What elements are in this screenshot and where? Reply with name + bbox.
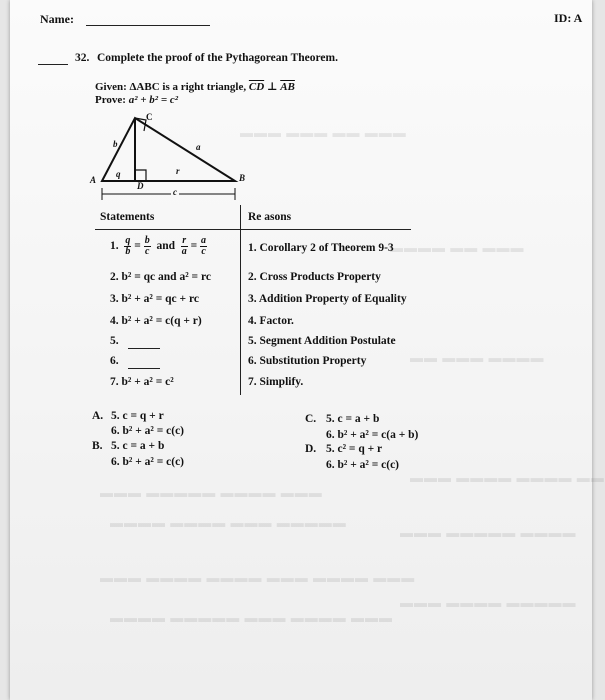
statements-header: Statements bbox=[100, 211, 155, 223]
bleed-through-text: ▬▬▬▬ ▬▬▬▬ ▬▬▬ ▬▬▬▬▬ bbox=[110, 515, 347, 530]
reason-row-3: 3. Addition Property of Equality bbox=[248, 293, 407, 305]
reason-row-1: 1. Corollary 2 of Theorem 9-3 bbox=[248, 242, 394, 254]
bleed-through-text: ▬▬▬ ▬▬▬▬▬ ▬▬▬▬ ▬▬▬ bbox=[100, 485, 323, 500]
worksheet-page bbox=[10, 0, 605, 700]
statement-row-2: 2. b² = qc and a² = rc bbox=[110, 271, 211, 283]
table-divider bbox=[240, 205, 241, 395]
statement-row-7: 7. b² + a² = c² bbox=[110, 376, 174, 388]
choice-c-step6: 6. b² + a² = c(a + b) bbox=[326, 429, 419, 441]
statement-5-blank[interactable] bbox=[128, 348, 160, 349]
statement-row-3: 3. b² + a² = qc + rc bbox=[110, 293, 199, 305]
prove-line: Prove: a² + b² = c² bbox=[95, 94, 179, 106]
label-b-vertex: B bbox=[239, 173, 246, 183]
bleed-through-text: ▬▬▬▬ ▬▬▬▬▬ ▬▬▬ ▬▬▬▬ ▬▬▬ bbox=[110, 610, 393, 625]
statement-row-5: 5. bbox=[110, 335, 119, 347]
question-prompt: Complete the proof of the Pythagorean Theorem. bbox=[97, 52, 338, 64]
reason-row-5: 5. Segment Addition Postulate bbox=[248, 335, 396, 347]
id-label: ID: A bbox=[554, 11, 583, 25]
label-segment-q: q bbox=[116, 169, 121, 179]
choice-a-letter[interactable]: A. bbox=[92, 410, 104, 422]
label-a-vertex: A bbox=[90, 175, 97, 185]
reason-row-4: 4. Factor. bbox=[248, 315, 294, 327]
choice-b-step5: 5. c = a + b bbox=[111, 440, 165, 452]
bleed-through-text: ▬▬▬ ▬▬▬▬ ▬▬▬▬ ▬▬▬ ▬▬▬▬ ▬▬▬ bbox=[100, 570, 416, 585]
bleed-through-text: ▬▬▬▬ ▬▬ ▬▬▬ bbox=[390, 240, 525, 255]
reason-row-6: 6. Substitution Property bbox=[248, 355, 367, 367]
choice-c-step5: 5. c = a + b bbox=[326, 413, 380, 425]
label-side-a: a bbox=[196, 142, 201, 152]
reasons-header: Re asons bbox=[248, 211, 292, 223]
statement-row-1: 1. $\frac{q}{b}$ = $\frac{b}{c}$ and $\frac{r}{a}$ = $\frac{a}{c}$ bbox=[110, 235, 207, 257]
bleed-through-text: ▬▬▬ ▬▬▬ ▬▬ ▬▬▬ bbox=[240, 125, 407, 140]
choice-d-letter[interactable]: D. bbox=[305, 443, 317, 455]
right-angle-mark-d bbox=[135, 170, 146, 181]
choice-b-step6: 6. b² + a² = c(c) bbox=[111, 456, 185, 468]
choice-d-step5: 5. c² = q + r bbox=[326, 443, 383, 455]
choice-c-letter[interactable]: C. bbox=[305, 413, 317, 425]
bleed-through-text: ▬▬▬ ▬▬▬▬ ▬▬▬▬ ▬▬ bbox=[410, 470, 605, 485]
right-triangle-diagram bbox=[10, 0, 592, 700]
label-c-vertex: C bbox=[146, 112, 153, 122]
label-length-c: c bbox=[173, 187, 177, 197]
statement-6-blank[interactable] bbox=[128, 368, 160, 369]
bleed-through-text: ▬▬▬ ▬▬▬▬▬ ▬▬▬▬ bbox=[400, 525, 577, 540]
bleed-through-text: ▬▬ ▬▬▬ ▬▬▬▬ bbox=[410, 350, 545, 365]
triangle-abc bbox=[102, 118, 235, 181]
reason-row-2: 2. Cross Products Property bbox=[248, 271, 381, 283]
given-line: Given: ΔABC is a right triangle, $\overline{CD}$ ⊥ $\overline{AB}$ bbox=[95, 81, 295, 93]
choice-a-step6: 6. b² + a² = c(c) bbox=[111, 425, 185, 437]
label-d-point: D bbox=[137, 181, 144, 191]
bleed-through-text: ▬▬▬ ▬▬▬▬ ▬▬▬▬▬ bbox=[400, 595, 577, 610]
statement-row-6: 6. bbox=[110, 355, 119, 367]
name-label: Name: bbox=[40, 12, 74, 26]
table-header-rule bbox=[95, 229, 411, 230]
label-segment-r: r bbox=[176, 166, 180, 176]
reason-row-7: 7. Simplify. bbox=[248, 376, 304, 388]
choice-d-step6: 6. b² + a² = c(c) bbox=[326, 459, 400, 471]
label-side-b: b bbox=[113, 139, 118, 149]
question-number: 32. bbox=[75, 52, 90, 64]
choice-a-step5: 5. c = q + r bbox=[111, 410, 164, 422]
choice-b-letter[interactable]: B. bbox=[92, 440, 103, 452]
statement-row-4: 4. b² + a² = c(q + r) bbox=[110, 315, 202, 327]
